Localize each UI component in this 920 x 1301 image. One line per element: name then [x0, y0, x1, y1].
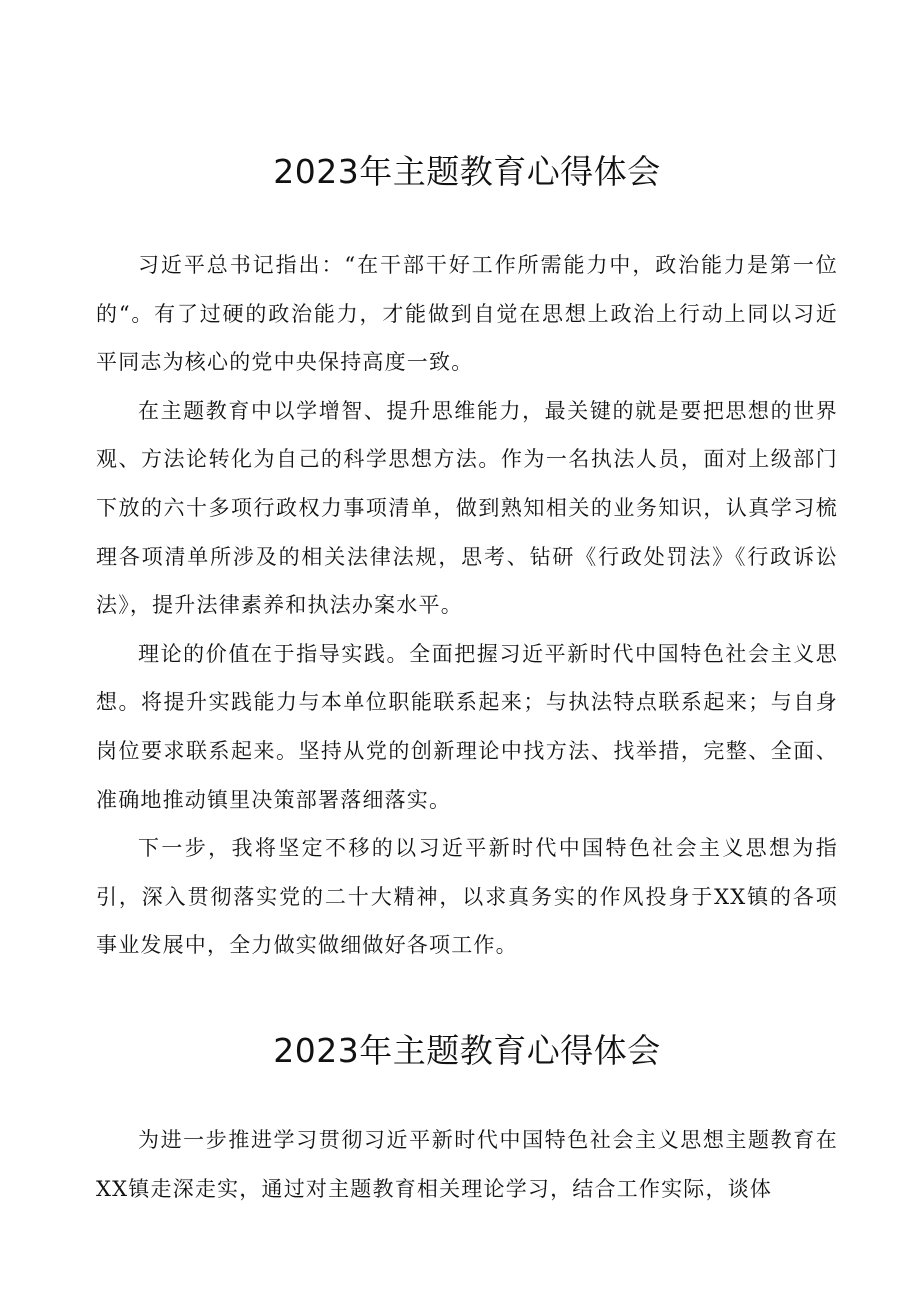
section-1-body: [96, 241, 838, 970]
section-1-title: 2023年主题教育心得体会: [273, 152, 661, 191]
paragraph: 理论的价值在于指导实践。全面把握习近平新时代中国特色社会主义思想。将提升实践能力与本单位职能联系起来；与执法特点联系起来；与自身岗位要求联系起来。坚持从党的创新理论中找方法、找举措，完整、全面、准确地推动镇里决策部署落细落实。: [96, 641, 838, 812]
section-2-body: [96, 1116, 838, 1213]
paragraph: 习近平总书记指出：“在干部干好工作所需能力中，政治能力是第一位的“。有了过硬的政治能力，才能做到自觉在思想上政治上行动上同以习近平同志为核心的党中央保持高度一致。: [96, 253, 838, 375]
paragraph: 为进一步推进学习贯彻习近平新时代中国特色社会主义思想主题教育在XX镇走深走实，通过对主题教育相关理论学习，结合工作实际，谈体: [96, 1128, 838, 1201]
paragraph: 下一步，我将坚定不移的以习近平新时代中国特色社会主义思想为指引，深入贯彻落实党的二十大精神，以求真务实的作风投身于XX镇的各项事业发展中，全力做实做细做好各项工作。: [96, 836, 838, 958]
paragraph: 在主题教育中以学增智、提升思维能力，最关键的就是要把思想的世界观、方法论转化为自己的科学思想方法。作为一名执法人员，面对上级部门下放的六十多项行政权力事项清单，做到熟知相关的业务知识，认真学习梳理各项清单所涉及的相关法律法规，思考、钻研《行政处罚法》《行政诉讼法》，提升法律素养和执法办案水平。: [96, 398, 838, 618]
section-2-title: 2023年主题教育心得体会: [273, 1031, 661, 1070]
